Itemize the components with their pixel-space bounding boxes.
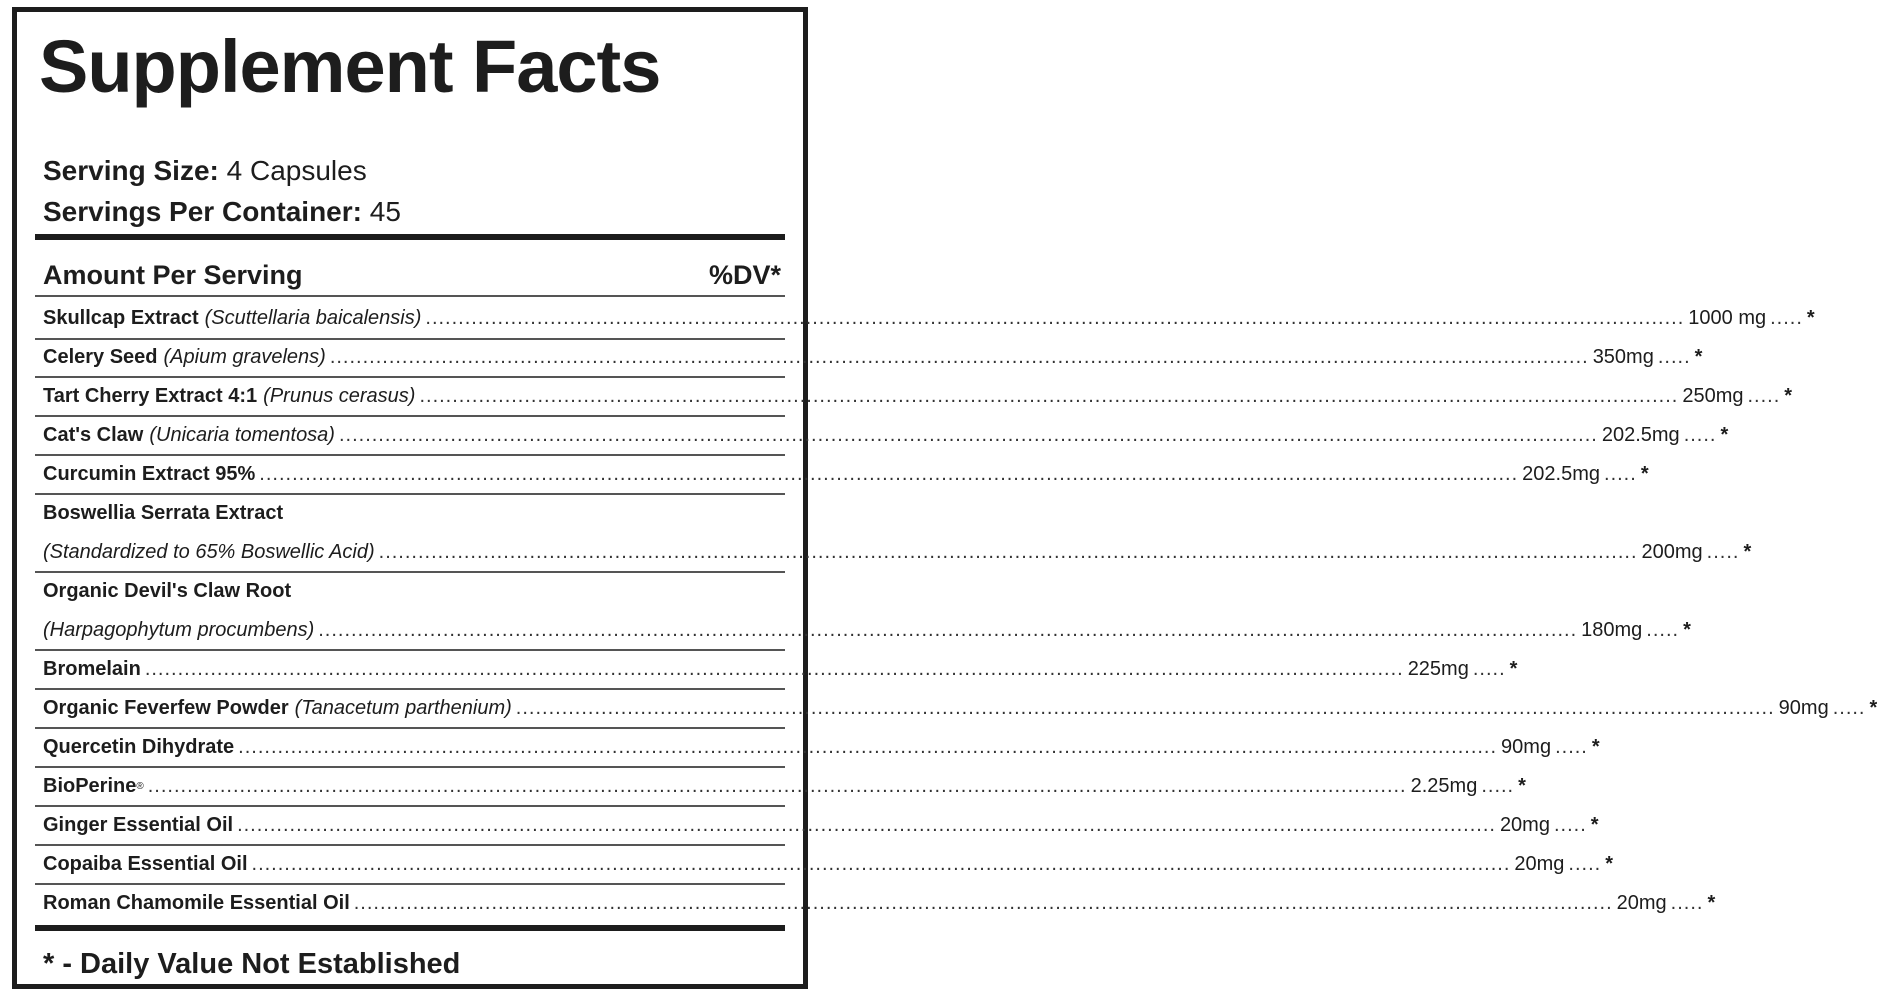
dot-leader: [339, 424, 1598, 447]
ingredient-name: Organic Feverfew Powder: [43, 696, 289, 719]
ingredient-dv: *: [1806, 306, 1815, 329]
ingredient-name: Curcumin Extract 95%: [43, 462, 256, 485]
servings-label: Servings Per Container:: [43, 196, 362, 227]
dot-leader: [379, 541, 1638, 564]
divider: [35, 844, 785, 846]
divider: [35, 571, 785, 573]
divider: [35, 727, 785, 729]
ingredient-row: [43, 617, 1691, 643]
ingredient-row: [43, 422, 1729, 448]
ingredient-row: [43, 539, 1752, 565]
serving-size-label: Serving Size:: [43, 155, 219, 186]
registered-mark: ®: [136, 780, 144, 792]
ingredient-dv: *: [1683, 618, 1691, 641]
dot-leader: [354, 892, 1613, 915]
divider: [35, 295, 785, 297]
dot-leader: [419, 385, 1678, 408]
dot-leader-tail: [1568, 853, 1605, 876]
ingredient-row: [43, 383, 1793, 409]
divider: [35, 338, 785, 340]
ingredient-amount: 200mg: [1641, 540, 1703, 563]
ingredient-name: Organic Devil's Claw Root: [43, 579, 292, 602]
dot-leader: [148, 775, 1407, 798]
ingredient-row: [43, 812, 1599, 838]
dot-leader-tail: [1747, 385, 1784, 408]
ingredient-row: [43, 656, 1518, 682]
divider: [35, 415, 785, 417]
top-rule: [35, 234, 785, 240]
ingredient-amount: 350mg: [1592, 345, 1654, 368]
ingredient-amount: 202.5mg: [1601, 423, 1680, 446]
ingredient-dv: *: [1707, 891, 1716, 914]
serving-size: [43, 157, 367, 185]
ingredient-amount: 250mg: [1682, 384, 1744, 407]
ingredient-name: Quercetin Dihydrate: [43, 735, 235, 758]
ingredient-scientific-name: (Unicaria tomentosa): [149, 423, 335, 446]
amount-header: [43, 258, 781, 292]
ingredient-amount: 20mg: [1514, 852, 1565, 875]
dot-leader-tail: [1481, 775, 1518, 798]
ingredient-row: [43, 461, 1649, 487]
dot-leader-tail: [1658, 346, 1695, 369]
ingredient-row: [43, 344, 1703, 370]
ingredient-name: Celery Seed: [43, 345, 158, 368]
divider: [35, 376, 785, 378]
panel-title: Supplement Facts: [39, 25, 661, 108]
dv-label: %DV*: [708, 260, 781, 290]
serving-size-value: 4 Capsules: [226, 155, 367, 186]
dot-leader-tail: [1707, 541, 1744, 564]
ingredient-dv: *: [1605, 852, 1614, 875]
ingredient-amount: 225mg: [1407, 657, 1469, 680]
ingredient-amount: 1000 mg: [1688, 306, 1767, 329]
supplement-facts-panel: [12, 7, 1877, 989]
dot-leader: [318, 619, 1577, 642]
bottom-rule: [35, 925, 785, 931]
ingredient-scientific-name: (Apium gravelens): [163, 345, 326, 368]
ingredient-scientific-name: (Scuttellaria baicalensis): [204, 306, 422, 329]
amount-label: Amount Per Serving: [43, 260, 303, 290]
dot-leader-tail: [1555, 736, 1592, 759]
ingredient-amount: 2.25mg: [1410, 774, 1478, 797]
dot-leader-tail: [1671, 892, 1708, 915]
dot-leader: [330, 346, 1589, 369]
ingredient-dv: *: [1640, 462, 1649, 485]
dot-leader: [237, 814, 1496, 837]
divider: [35, 688, 785, 690]
ingredient-name: Ginger Essential Oil: [43, 813, 234, 836]
ingredient-dv: *: [1590, 813, 1599, 836]
ingredient-scientific-name: (Prunus cerasus): [263, 384, 416, 407]
ingredient-amount: 20mg: [1499, 813, 1550, 836]
dot-leader: [238, 736, 1497, 759]
dot-leader: [252, 853, 1511, 876]
ingredient-dv: *: [1591, 735, 1600, 758]
ingredient-name: Boswellia Serrata Extract: [43, 501, 284, 524]
dot-leader-tail: [1684, 424, 1721, 447]
servings-per-container: [43, 198, 401, 226]
dot-leader-tail: [1473, 658, 1510, 681]
divider: [35, 805, 785, 807]
ingredient-dv: *: [1694, 345, 1703, 368]
servings-value: 45: [369, 196, 401, 227]
ingredient-scientific-name: (Harpagophytum procumbens): [43, 618, 315, 641]
divider: [35, 493, 785, 495]
ingredient-row: [43, 773, 1526, 799]
dot-leader-tail: [1770, 307, 1807, 330]
ingredient-dv: *: [1869, 696, 1877, 719]
ingredient-amount: 180mg: [1581, 618, 1643, 641]
dot-leader: [516, 697, 1775, 720]
dot-leader-tail: [1646, 619, 1683, 642]
divider: [35, 883, 785, 885]
dot-leader: [425, 307, 1684, 330]
divider: [35, 454, 785, 456]
ingredient-amount: 20mg: [1616, 891, 1667, 914]
dot-leader-tail: [1833, 697, 1870, 720]
ingredient-amount: 202.5mg: [1522, 462, 1601, 485]
ingredient-dv: *: [1743, 540, 1752, 563]
ingredient-row: [43, 695, 1877, 721]
ingredient-row: [43, 305, 1815, 331]
ingredient-dv: *: [1509, 657, 1518, 680]
ingredient-amount: 90mg: [1778, 696, 1829, 719]
ingredient-dv: *: [1720, 423, 1729, 446]
ingredient-scientific-name: (Tanacetum parthenium): [294, 696, 512, 719]
ingredient-name: Copaiba Essential Oil: [43, 852, 248, 875]
ingredient-dv: *: [1784, 384, 1793, 407]
ingredient-dv: *: [1518, 774, 1526, 797]
dot-leader: [259, 463, 1518, 486]
dot-leader-tail: [1604, 463, 1641, 486]
ingredient-name: Tart Cherry Extract 4:1: [43, 384, 258, 407]
ingredient-scientific-name: (Standardized to 65% Boswellic Acid): [43, 540, 375, 563]
dot-leader-tail: [1554, 814, 1591, 837]
ingredient-row: [43, 851, 1614, 877]
ingredient-row: [43, 734, 1600, 760]
divider: [35, 649, 785, 651]
ingredient-amount: 90mg: [1501, 735, 1552, 758]
dot-leader: [145, 658, 1404, 681]
ingredient-name: Cat's Claw: [43, 423, 144, 446]
ingredient-row: [43, 890, 1716, 916]
ingredient-name: Bromelain: [43, 657, 141, 680]
divider: [35, 766, 785, 768]
ingredient-name: Roman Chamomile Essential Oil: [43, 891, 350, 914]
ingredient-name: BioPerine: [43, 774, 137, 797]
footnote: * - Daily Value Not Established: [43, 948, 461, 980]
ingredient-name: Skullcap Extract: [43, 306, 199, 329]
